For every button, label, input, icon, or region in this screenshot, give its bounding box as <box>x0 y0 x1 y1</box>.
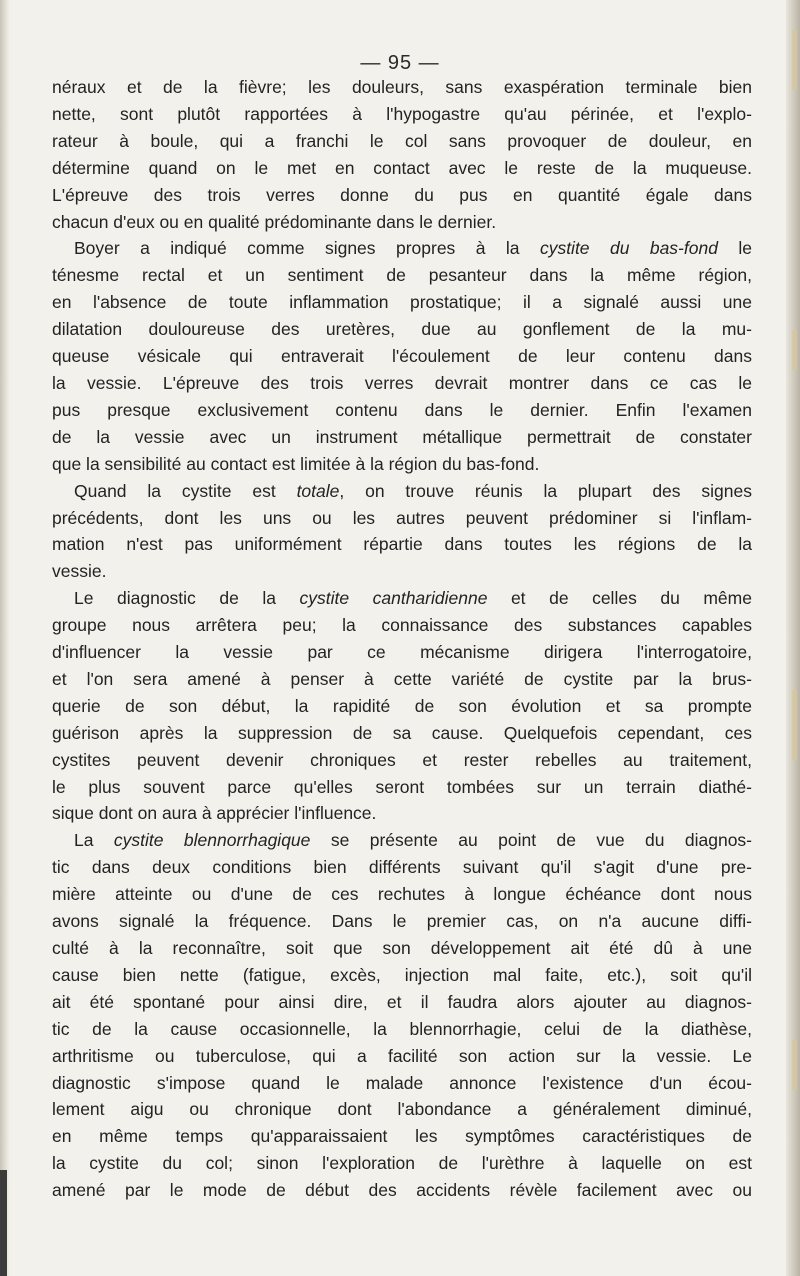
text-line: la vessie. L'épreuve des trois verres devrait montrer dans ce cas le <box>52 372 752 393</box>
text-line: Boyer a indiqué comme signes propres à la cystite du bas-fond le <box>74 238 752 259</box>
edge-stain <box>792 30 797 90</box>
edge-stain <box>792 330 797 370</box>
text-line: en même temps qu'apparaissaient les symptômes caractéristiques de <box>52 1126 752 1147</box>
text-line: vessie. <box>52 561 107 582</box>
edge-stain <box>792 690 797 760</box>
text-line: chacun d'eux ou en qualité prédominante dans le dernier. <box>52 211 497 232</box>
gutter-shadow <box>0 0 10 1276</box>
text-line: amené par le mode de début des accidents révèle facilement avec ou <box>52 1180 752 1201</box>
text-line: pus presque exclusivement contenu dans le dernier. Enfin l'examen <box>52 399 752 420</box>
text-line: tic de la cause occasionnelle, la blennorrhagie, celui de la diathèse, <box>52 1018 752 1039</box>
text-line: détermine quand on le met en contact avec le reste de la muqueuse. <box>52 157 752 178</box>
text-line: nette, sont plutôt rapportées à l'hypogastre qu'au périnée, et l'explo- <box>52 103 752 124</box>
binding-edge <box>0 1170 7 1276</box>
text-line: avons signalé la fréquence. Dans le premier cas, on n'a aucune diffi- <box>52 911 752 932</box>
text-line: mière atteinte ou d'une de ces rechutes à longue échéance dont nous <box>52 884 752 905</box>
text-line: diagnostic s'impose quand le malade annonce l'existence d'un écou- <box>52 1072 752 1093</box>
text-line: querie de son début, la rapidité de son évolution et sa prompte <box>52 695 752 716</box>
edge-stain <box>792 1040 797 1090</box>
page-number: — 95 — <box>360 52 440 74</box>
text-line: culté à la reconnaître, soit que son développement ait été dû à une <box>52 938 752 958</box>
text-line: néraux et de la fièvre; les douleurs, sans exaspération terminale bien <box>52 77 752 97</box>
text-line: mation n'est pas uniformément répartie dans toutes les régions de la <box>52 534 752 555</box>
text-line: groupe nous arrêtera peu; la connaissance des substances capables <box>52 615 752 636</box>
text-line: d'influencer la vessie par ce mécanisme dirigera l'interrogatoire, <box>52 642 752 663</box>
text-line: le plus souvent parce qu'elles seront tombées sur un terrain diathé- <box>52 776 752 797</box>
text-line: Quand la cystite est totale, on trouve réunis la plupart des signes <box>74 480 752 501</box>
text-line: et l'on sera amené à penser à cette variété de cystite par la brus- <box>52 668 752 689</box>
text-line: tic dans deux conditions bien différents suivant qu'il s'agit d'une pre- <box>52 857 752 878</box>
text-line: que la sensibilité au contact est limitée à la région du bas-fond. <box>52 453 540 474</box>
text-line: ait été spontané pour ainsi dire, et il faudra alors ajouter au diagnos- <box>52 991 752 1012</box>
text-line: la cystite du col; sinon l'exploration de l'urèthre à laquelle on est <box>52 1153 752 1174</box>
text-line: La cystite blennorrhagique se présente au point de vue du diagnos- <box>74 830 752 851</box>
text-line: rateur à boule, qui a franchi le col sans provoquer de douleur, en <box>52 130 752 151</box>
text-line: L'épreuve des trois verres donne du pus en quantité égale dans <box>52 184 752 205</box>
text-line: queuse vésicale qui entraverait l'écoulement de leur contenu dans <box>52 346 752 367</box>
text-line: lement aigu ou chronique dont l'abondance a généralement diminué, <box>52 1099 752 1120</box>
body-text <box>52 74 752 1204</box>
page-edge <box>786 0 800 1276</box>
text-line: guérison après la suppression de sa cause. Quelquefois cependant, ces <box>52 722 752 743</box>
text-line: précédents, dont les uns ou les autres peuvent prédominer si l'inflam- <box>52 507 752 528</box>
text-line: cause bien nette (fatigue, excès, injection mal faite, etc.), soit qu'il <box>52 964 752 985</box>
text-line: Le diagnostic de la cystite cantharidienne et de celles du même <box>74 588 752 609</box>
text-line: de la vessie avec un instrument métallique permettrait de constater <box>52 426 752 447</box>
text-line: cystites peuvent devenir chroniques et rester rebelles au traitement, <box>52 749 752 770</box>
text-line: sique dont on aura à apprécier l'influence. <box>52 803 377 824</box>
text-line: arthritisme ou tuberculose, qui a facilité son action sur la vessie. Le <box>52 1045 752 1066</box>
text-line: en l'absence de toute inflammation prostatique; il a signalé aussi une <box>52 292 752 313</box>
text-line: ténesme rectal et un sentiment de pesanteur dans la même région, <box>52 265 752 286</box>
text-line: dilatation douloureuse des uretères, due au gonflement de la mu- <box>52 319 752 340</box>
